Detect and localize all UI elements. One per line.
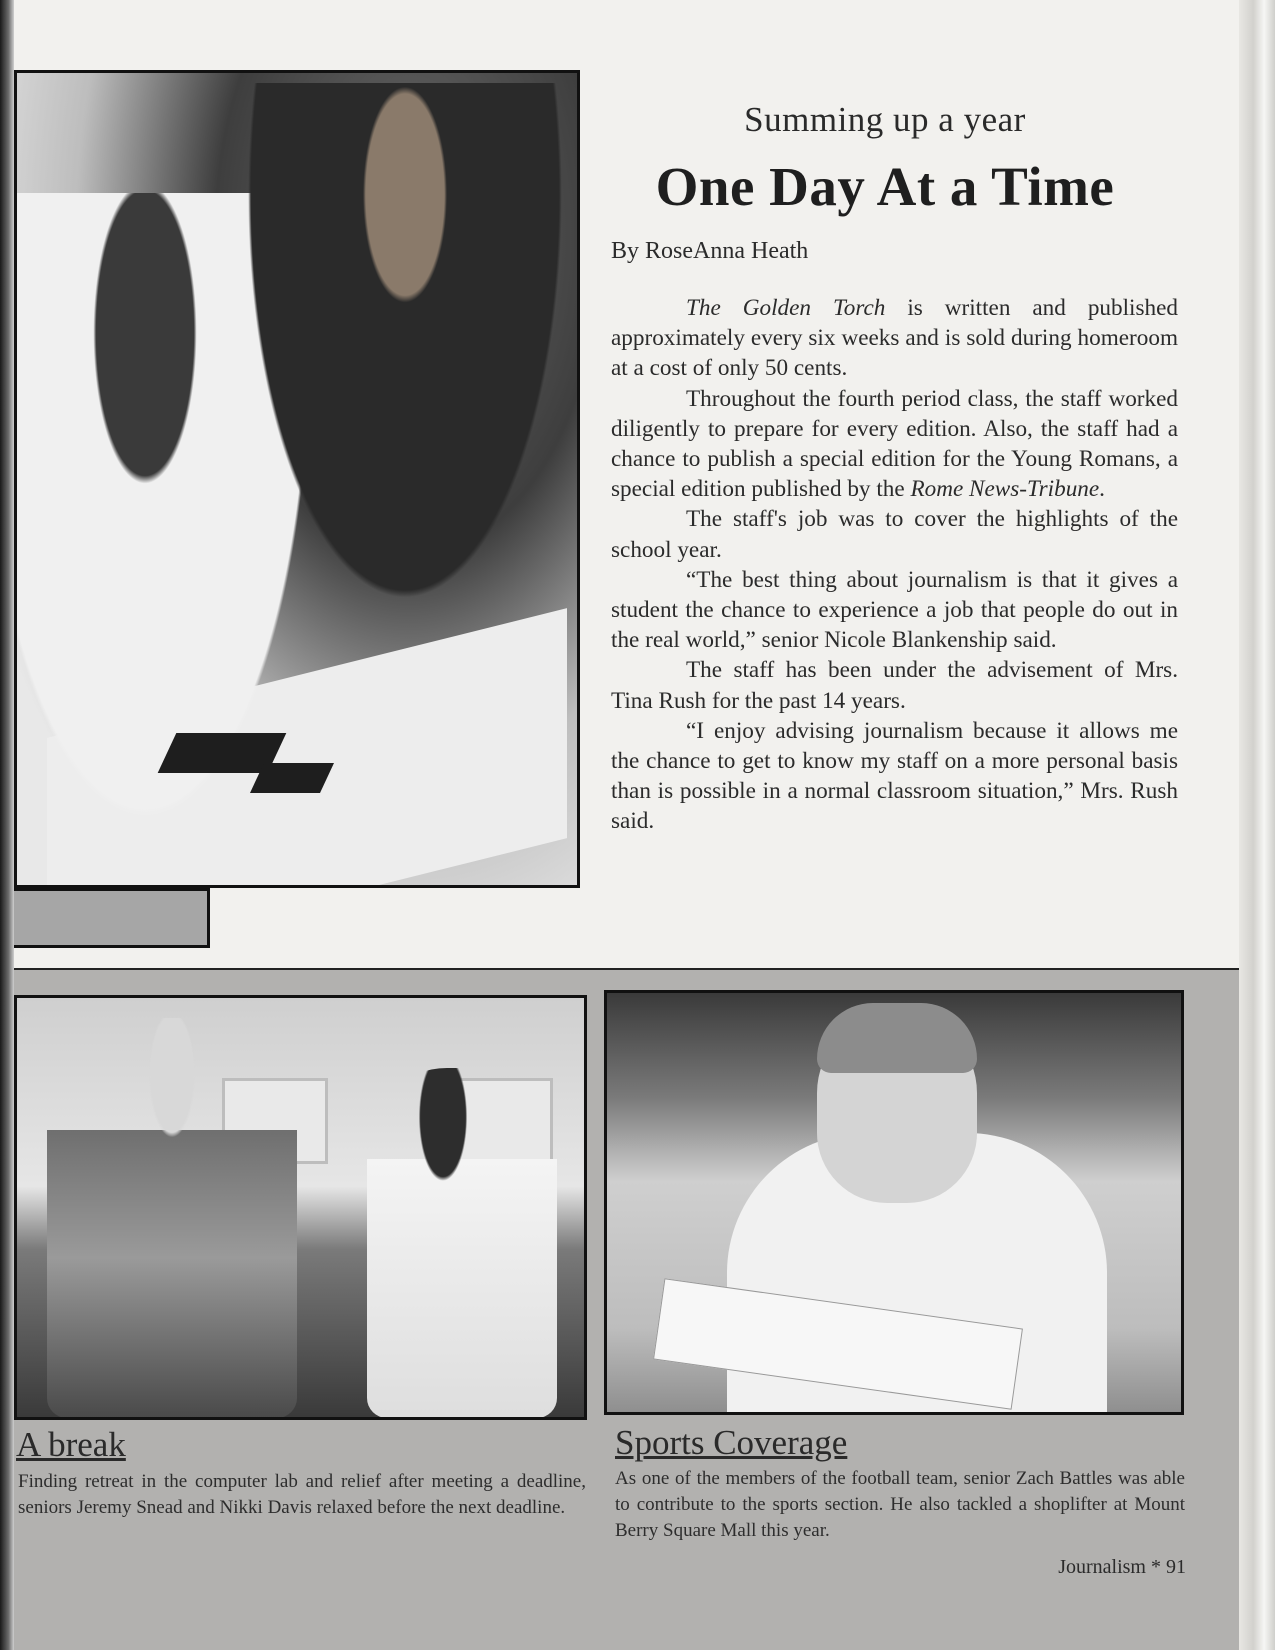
article-body — [611, 293, 1178, 837]
article-paragraph: “The best thing about journalism is that it gives a student the chance to experience a job that people do out in the real world,” senior Nicole Blankenship said. — [611, 566, 1178, 654]
newspaper-name: Rome News-Tribune — [910, 476, 1100, 503]
publication-name: The Golden Torch — [686, 295, 886, 321]
paste-up-swatch — [250, 763, 334, 793]
caption-heading-left: A break — [16, 1425, 126, 1464]
caption-heading-right: Sports Coverage — [615, 1423, 848, 1462]
photo-sports-writer — [604, 990, 1184, 1415]
article-paragraph: “I enjoy advising journalism because it allows me the chance to get to know my staff on a more personal basis than is possible in a normal classroom situation,” Mrs. Rush said. — [611, 717, 1178, 835]
article-paragraph: The staff has been under the advisement of Mrs. Tina Rush for the past 14 years. — [611, 657, 1178, 714]
photo-staff-working — [14, 70, 580, 888]
student-seated-figure — [367, 1068, 557, 1418]
book-binding-shadow — [0, 0, 14, 1650]
article-paragraph: The staff's job was to cover the highlights of the school year. — [611, 506, 1178, 563]
article-byline: By RoseAnna Heath — [611, 238, 809, 264]
article-subtitle: Summing up a year — [744, 100, 1026, 139]
article-paragraph: The Golden Torch is written and published approximately every six weeks and is sold during homeroom at a cost of only 50 cents. — [611, 295, 1179, 382]
decorative-gray-block — [14, 888, 210, 948]
student-hair — [817, 1003, 977, 1073]
caption-text-left: Finding retreat in the computer lab and relief after meeting a deadline, seniors Jeremy Snead and Nikki Davis relaxed before the next deadline. — [18, 1471, 586, 1518]
student-right-figure — [207, 83, 567, 703]
article-paragraph: Throughout the fourth period class, the staff worked diligently to prepare for every edition. Also, the staff had a chance to publish a special edition for the Young Romans, a special edition published by the Rome News-Tribune. — [611, 385, 1178, 503]
student-seated-figure — [47, 1018, 297, 1418]
caption-text-right: As one of the members of the football team, senior Zach Battles was able to contribute to the sports section. He also tackled a shoplifter at Mount Berry Square Mall this year. — [615, 1468, 1185, 1541]
page-edge — [1239, 0, 1275, 1650]
article-title: One Day At a Time — [655, 156, 1115, 217]
photo-computer-lab — [14, 995, 587, 1420]
page-folio: Journalism * 91 — [1058, 1556, 1186, 1578]
